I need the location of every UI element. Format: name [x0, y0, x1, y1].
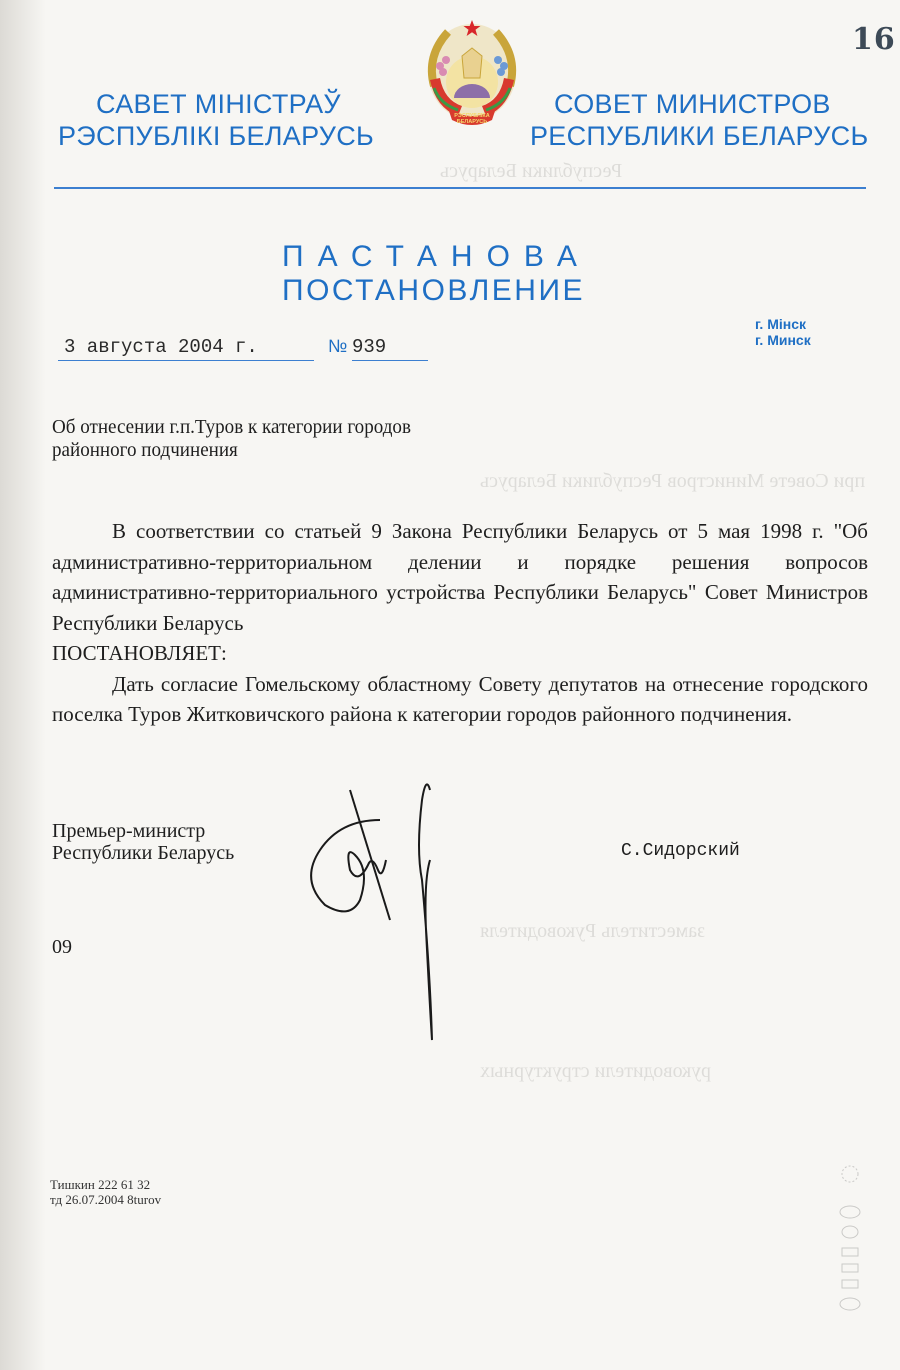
signer-position [52, 820, 234, 864]
executor-note [50, 1177, 161, 1207]
state-emblem-icon [418, 16, 526, 126]
show-through-text: заместитель Руководителя [480, 920, 706, 942]
document-number: 939 [352, 336, 428, 361]
page-edge-shadow [0, 0, 46, 1370]
issuer-name-belarusian [58, 88, 375, 152]
issuer-line: САВЕТ МІНІСТРАЎ [96, 89, 341, 119]
serial-stamp-icon [830, 1160, 870, 1350]
executor-contact: Тишкин 222 61 32 [50, 1177, 151, 1192]
show-through-text: руководители структурных [480, 1060, 712, 1082]
show-through-text: Республики Беларусь [440, 160, 623, 182]
issuer-line: РЕСПУБЛИКИ БЕЛАРУСЬ [530, 121, 869, 151]
page-number: 16 [852, 22, 896, 57]
city-belarusian: г. Мінск [755, 316, 807, 332]
show-through-text: при Совете Министров Республики Беларусь [480, 470, 866, 492]
file-reference: тд 26.07.2004 8turov [50, 1192, 162, 1207]
city-russian: г. Минск [755, 332, 811, 348]
signer-name: С.Сидорский [621, 841, 740, 861]
document-type-russian: ПОСТАНОВЛЕНИЕ [282, 274, 586, 307]
document-type-belarusian: ПАСТАНОВА [282, 240, 591, 273]
document-type [282, 240, 591, 308]
handwritten-signature-icon [290, 770, 440, 1050]
subject-line: районного подчинения [52, 439, 238, 461]
document-date: 3 августа 2004 г. [58, 336, 314, 361]
body-paragraph-1: В соответствии со статьей 9 Закона Республики Беларусь от 5 мая 1998 г. "Об административно-территориальном делении и порядке решения вопросов административно-территориального устройства Республики Беларусь" Совет Министров Республики Беларусь [52, 519, 868, 635]
document-body [52, 516, 868, 730]
subject-line: Об отнесении г.п.Туров к категории городов [52, 416, 411, 438]
issuer-line: РЭСПУБЛІКІ БЕЛАРУСЬ [58, 121, 375, 151]
issuer-name-russian [530, 88, 869, 152]
svg-text:БЕЛАРУСЬ: БЕЛАРУСЬ [456, 119, 488, 125]
signer-title-line: Премьер-министр [52, 820, 206, 842]
svg-text:РЭСПУБЛІКА: РЭСПУБЛІКА [454, 113, 490, 119]
signer-title-line: Республики Беларусь [52, 842, 235, 864]
place-of-issue [755, 316, 811, 348]
registration-code: 09 [52, 936, 72, 958]
header-divider [54, 187, 866, 189]
body-paragraph-2: Дать согласие Гомельскому областному Совету депутатов на отнесение городского поселка Туров Житковичского района к категории городов районного подчинения. [52, 671, 868, 726]
document-subject [52, 416, 573, 462]
issuer-line: СОВЕТ МИНИСТРОВ [554, 89, 831, 119]
decree-word: ПОСТАНОВЛЯЕТ: [52, 641, 227, 665]
number-label: № [328, 336, 348, 356]
